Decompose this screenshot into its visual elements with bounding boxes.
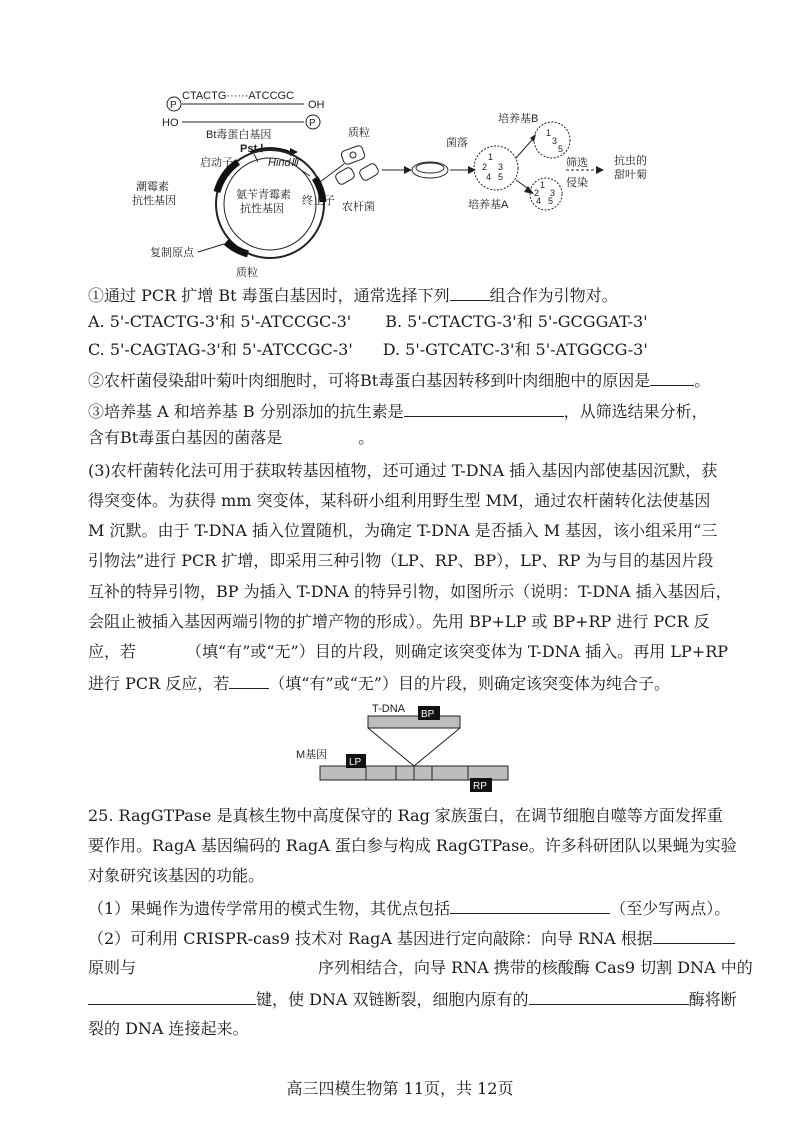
q1-options-row2 xyxy=(88,340,648,360)
amp-label-1: 氨苄青霉素 xyxy=(236,189,291,201)
bp-primer-label: BP xyxy=(421,709,435,720)
plasmid-top-label: 质粒 xyxy=(348,127,370,139)
q1-stem xyxy=(88,284,618,306)
hygromycin-label-2: 抗性基因 xyxy=(132,195,176,207)
ho-bottom: HO xyxy=(162,117,179,129)
q25-line3: 对象研究该基因的功能。 xyxy=(88,866,265,885)
hind-label: HindⅢ xyxy=(268,157,299,169)
agrobacterium-label: 农杆菌 xyxy=(342,201,375,213)
para3-line8-b: （填“有”或“无”）目的片段，则确定该突变体为纯合子。 xyxy=(269,674,670,693)
q25-enzyme-blank[interactable] xyxy=(529,988,689,1005)
hygromycin-label-1: 潮霉素 xyxy=(136,181,169,193)
q25-sub1 xyxy=(88,897,730,919)
q25-sub2-c: 序列相结合，向导 RNA 携带的核酸酶 Cas9 切割 DNA 中的 xyxy=(318,958,753,977)
q25-sub2-d: 键，使 DNA 双链断裂，细胞内原有的 xyxy=(256,990,529,1009)
plasmid-bottom-label: 质粒 xyxy=(236,267,258,279)
q25-sub2-e: 酶将断 xyxy=(688,990,737,1009)
q25-bond-blank[interactable] xyxy=(88,988,256,1005)
medium-b-label: 培养基B xyxy=(498,113,539,125)
q2-end: 。 xyxy=(694,371,711,390)
colony-num-2: 2 xyxy=(482,162,488,172)
infect-label: 侵染 xyxy=(566,177,588,189)
para3-line5: 互补的特异引物，BP 为插入 T-DNA 的特异引物，如图所示（说明：T-DNA 插入基因后， xyxy=(88,582,732,601)
result-label-2: 甜叶菊 xyxy=(614,169,647,181)
q2-answer-blank[interactable] xyxy=(650,369,694,386)
q3-line2-text: 含有Bt毒蛋白基因的菌落是 xyxy=(88,428,283,447)
medium-b-num-1: 1 xyxy=(546,128,552,138)
q25-line2: 要作用。RagA 基因编码的 RagA 蛋白参与构成 RagGTPase。许多科研团队以果蝇为实验 xyxy=(88,836,737,855)
medium-b-num-3: 3 xyxy=(552,136,558,146)
lp-primer-label: LP xyxy=(349,757,362,768)
medium-a-num-4: 4 xyxy=(536,196,542,206)
q25-sub2-line1 xyxy=(88,927,735,949)
tdna-bar xyxy=(368,716,460,728)
q25-sub2-line4: 裂的 DNA 连接起来。 xyxy=(88,1019,249,1038)
q25-sub1-a: （1）果蝇作为遗传学常用的模式生物，其优点包括 xyxy=(88,899,451,918)
colony-num-4: 4 xyxy=(486,172,492,182)
para3-line1: (3)农杆菌转化法可用于获取转基因植物，还可通过 T-DNA 插入基因内部使基因沉默，获 xyxy=(88,461,718,480)
colony-num-5: 5 xyxy=(498,172,504,182)
q3-text-b: ，从筛选结果分析， xyxy=(563,402,708,421)
amp-label-2: 抗性基因 xyxy=(240,203,284,215)
medium-a-label: 培养基A xyxy=(468,199,509,211)
para3-line7-a: 应，若 xyxy=(88,642,137,661)
q3-antibiotic-blank[interactable] xyxy=(404,400,564,417)
para3-line6: 会阻止被插入基因两端引物的扩增产物的形成）。先用 BP+LP 或 BP+RP 进行 PCR 反 xyxy=(88,612,710,631)
para3-line2: 得突变体。为获得 mm 突变体，某科研小组利用野生型 MM，通过农杆菌转化法使基因 xyxy=(88,491,711,510)
q25-sub2-b: 原则与 xyxy=(88,958,137,977)
medium-a-num-1: 1 xyxy=(540,180,546,190)
tdna-insertion-diagram xyxy=(296,700,516,794)
option-a: A. 5'-CTACTG-3'和 5'-ATCCGC-3' xyxy=(88,312,352,331)
q1-stem-b: 组合作为引物对。 xyxy=(489,286,618,305)
page-footer: 高三四模生物第 11页，共 12页 xyxy=(286,1079,514,1098)
q25-principle-blank[interactable] xyxy=(653,927,735,944)
oh-top: OH xyxy=(308,99,325,111)
rp-primer-label: RP xyxy=(473,781,487,792)
q1-stem-a: ①通过 PCR 扩增 Bt 毒蛋白基因时，通常选择下列 xyxy=(88,286,450,305)
para3-line7 xyxy=(88,642,728,662)
sequence-top: CTACTG······ATCCGC xyxy=(182,90,295,102)
q25-sub1-b: （至少写两点）。 xyxy=(610,899,731,918)
plasmid-construction-diagram xyxy=(120,82,700,282)
medium-a-num-3: 3 xyxy=(550,188,556,198)
m-gene-label: M基因 xyxy=(296,749,328,761)
bt-gene-label: Bt毒蛋白基因 xyxy=(206,129,272,141)
q3-end: 。 xyxy=(358,428,375,447)
medium-a-num-5: 5 xyxy=(548,196,554,206)
q25-sub2-line2 xyxy=(88,958,753,978)
colony-num-3: 3 xyxy=(498,162,504,172)
para3-line4: 引物法”进行 PCR 扩增，即采用三种引物（LP、RP、BP），LP、RP 为与目的基因片段 xyxy=(88,551,714,570)
para3-line7-b: （填“有”或“无”）目的片段，则确定该突变体为 T-DNA 插入。再用 LP+RP xyxy=(186,642,729,661)
pst-label: Pst Ⅰ xyxy=(240,143,264,155)
q25-line1: 25. RagGTPase 是真核生物中高度保守的 Rag 家族蛋白，在调节细胞自噬等方面发挥重 xyxy=(88,806,723,825)
option-c: C. 5'-CAGTAG-3'和 5'-ATCCGC-3' xyxy=(88,340,353,359)
colony-plate xyxy=(474,146,518,190)
option-d: D. 5'-GTCATC-3'和 5'-ATGGCG-3' xyxy=(382,340,648,359)
q25-advantages-blank[interactable] xyxy=(450,897,610,914)
origin-label: 复制原点 xyxy=(150,247,194,259)
promoter-label: 启动子 xyxy=(200,157,233,169)
para3-line3: M 沉默。由于 T-DNA 插入位置随机，为确定 T-DNA 是否插入 M 基因，该小组采用“三 xyxy=(88,521,718,540)
q2-text: ②农杆菌侵染甜叶菊叶肉细胞时，可将Bt毒蛋白基因转移到叶肉细胞中的原因是 xyxy=(88,371,651,390)
medium-b-num-5: 5 xyxy=(558,144,564,154)
q3-stem xyxy=(88,400,708,422)
option-b: B. 5'-CTACTG-3'和 5'-GCGGAT-3' xyxy=(385,312,648,331)
para3-line8-a: 进行 PCR 反应，若 xyxy=(88,674,230,693)
phosphate-p-bottom: P xyxy=(309,118,316,129)
phosphate-p-top: P xyxy=(170,100,177,111)
tdna-label: T-DNA xyxy=(372,703,405,715)
q3-line2 xyxy=(88,428,374,448)
q2-stem xyxy=(88,369,710,391)
para3-line8 xyxy=(88,672,670,694)
screen-label: 筛选 xyxy=(566,157,588,169)
medium-a-num-2: 2 xyxy=(534,188,540,198)
q1-options-row1 xyxy=(88,312,648,332)
para3-blank-2[interactable] xyxy=(229,672,269,689)
colony-num-1: 1 xyxy=(488,152,494,162)
q3-text-a: ③培养基 A 和培养基 B 分别添加的抗生素是 xyxy=(88,402,404,421)
q25-sub2-line3 xyxy=(88,988,737,1010)
terminator-label: 终止子 xyxy=(302,195,335,207)
q25-sub2-a: （2）可利用 CRISPR-cas9 技术对 RagA 基因进行定向敲除：向导 RNA 根据 xyxy=(88,929,653,948)
colony-label: 菌落 xyxy=(446,137,468,149)
q1-answer-blank[interactable] xyxy=(450,284,490,301)
result-label-1: 抗虫的 xyxy=(614,155,647,167)
